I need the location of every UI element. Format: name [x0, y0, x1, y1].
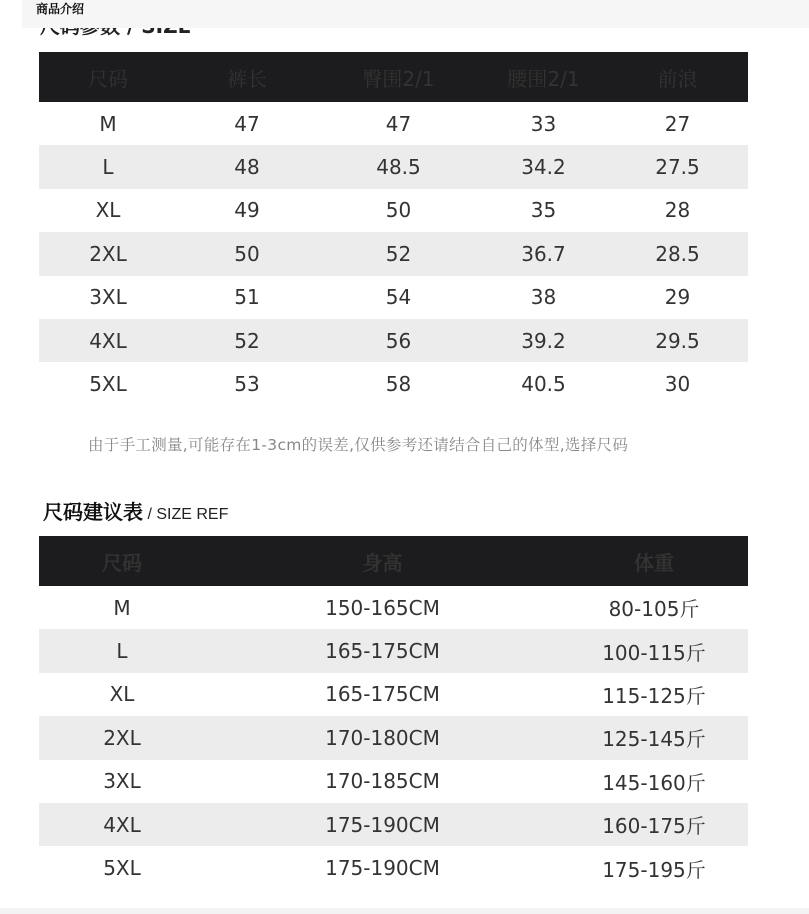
size-cell: XL [109, 682, 135, 707]
height-cell: 175-190CM [325, 856, 440, 881]
front-rise-cell: 27 [664, 111, 691, 136]
top-bar [22, 0, 809, 28]
size-cell: L [102, 155, 114, 180]
front-rise-cell: 29.5 [655, 328, 700, 353]
size-cell: XL [95, 198, 121, 223]
front-rise-cell: 27.5 [655, 155, 700, 180]
waist-cell: 34.2 [521, 155, 566, 180]
size-cell: M [113, 595, 131, 620]
header-cell: 体重 [634, 550, 674, 575]
header-cell: 身高 [362, 550, 403, 575]
size-cell: M [99, 111, 117, 136]
table-row [39, 673, 748, 716]
header-cell: 腰围2/1 [507, 66, 580, 91]
weight-cell: 145-160斤 [602, 770, 706, 795]
pants-length-cell: 49 [234, 198, 260, 223]
table-row [39, 102, 748, 145]
size-cell: L [116, 639, 128, 664]
size-cell: 2XL [89, 241, 127, 266]
size-cell: 3XL [103, 769, 141, 794]
size-ref-title-en: / SIZE REF [143, 506, 229, 523]
hip-cell: 50 [385, 198, 412, 223]
pants-length-cell: 50 [234, 241, 260, 266]
waist-cell: 38 [530, 285, 557, 310]
table-row [39, 319, 748, 362]
front-rise-cell: 30 [664, 372, 691, 397]
weight-cell: 115-125斤 [602, 683, 706, 708]
hip-cell: 52 [385, 241, 412, 266]
size-cell: 2XL [103, 725, 141, 750]
weight-cell: 100-115斤 [602, 640, 706, 665]
waist-cell: 33 [530, 111, 557, 136]
hip-cell: 47 [385, 111, 412, 136]
table-row [39, 145, 748, 188]
size-cell: 3XL [89, 285, 127, 310]
waist-cell: 40.5 [521, 372, 566, 397]
table-row [39, 760, 748, 803]
header-cell: 裤长 [227, 66, 267, 91]
hip-cell: 58 [385, 372, 412, 397]
table-row [39, 586, 748, 629]
pants-length-cell: 53 [234, 372, 260, 397]
pants-length-cell: 48 [234, 155, 260, 180]
front-rise-cell: 29 [664, 285, 691, 310]
size-cell: 5XL [103, 856, 141, 881]
hip-cell: 48.5 [376, 155, 421, 180]
height-cell: 175-190CM [325, 812, 440, 837]
table-row [39, 189, 748, 232]
hip-cell: 56 [385, 328, 412, 353]
table-row [39, 362, 748, 405]
waist-cell: 35 [530, 198, 557, 223]
size-cell: 4XL [89, 328, 127, 353]
height-cell: 165-175CM [325, 682, 440, 707]
header-cell: 臀围2/1 [362, 66, 435, 91]
front-rise-cell: 28.5 [655, 241, 700, 266]
table-row [39, 716, 748, 759]
weight-cell: 160-175斤 [602, 814, 706, 839]
table-row [39, 232, 748, 275]
height-cell: 170-180CM [325, 725, 440, 750]
table-row [39, 803, 748, 846]
pants-length-cell: 52 [234, 328, 260, 353]
height-cell: 165-175CM [325, 639, 440, 664]
weight-cell: 175-195斤 [602, 857, 706, 882]
hip-cell: 54 [385, 285, 412, 310]
product-intro-tab[interactable]: 商品介绍 [36, 2, 85, 16]
front-rise-cell: 28 [664, 198, 691, 223]
bottom-divider [0, 908, 809, 914]
pants-length-cell: 51 [234, 285, 260, 310]
height-cell: 150-165CM [325, 595, 440, 620]
waist-cell: 36.7 [521, 241, 566, 266]
header-cell: 前浪 [657, 66, 698, 91]
size-cell: 5XL [89, 372, 127, 397]
table-row [39, 846, 748, 889]
size-ref-title [43, 496, 228, 525]
header-cell: 尺码 [102, 550, 142, 575]
size-parameters-table [39, 52, 748, 406]
height-cell: 170-185CM [325, 769, 440, 794]
size-ref-title-cn: 尺码建议表 [43, 500, 143, 524]
header-cell: 尺码 [88, 66, 128, 91]
measurement-note: 由于手工测量,可能存在1-3cm的误差,仅供参考还请结合自己的体型,选择尺码 [88, 436, 629, 454]
table-row [39, 276, 748, 319]
waist-cell: 39.2 [521, 328, 566, 353]
table-header [39, 536, 748, 586]
pants-length-cell: 47 [234, 111, 260, 136]
table-header [39, 52, 748, 102]
weight-cell: 125-145斤 [602, 727, 706, 752]
size-reference-table [39, 536, 748, 890]
table-row [39, 629, 748, 672]
weight-cell: 80-105斤 [608, 597, 700, 622]
size-cell: 4XL [103, 812, 141, 837]
